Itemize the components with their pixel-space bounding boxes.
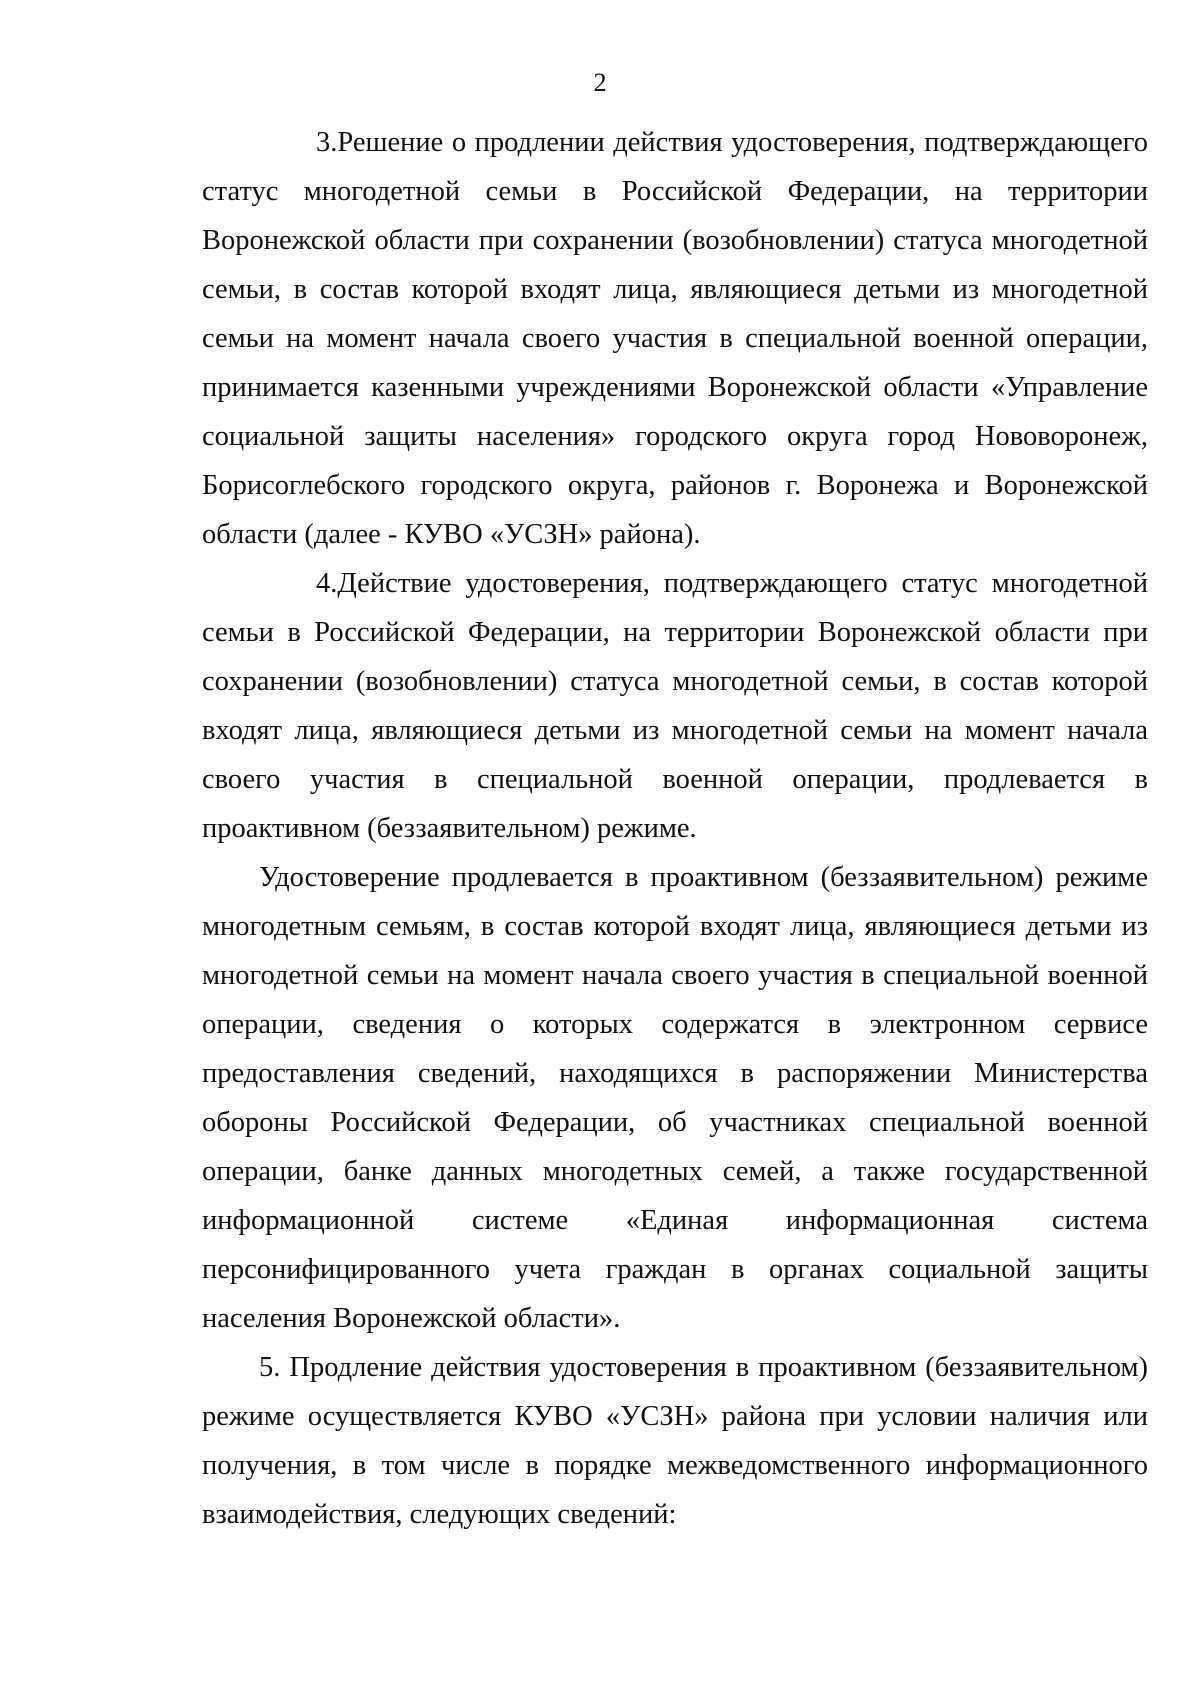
paragraph-text: Продление действия удостоверения в проактивном (беззаявительном) режиме осуществляется КУВО «УСЗН» района при условии наличия или получения, в том числе в порядке межведомственного информационного взаимодействия, следующих сведений:: [202, 1352, 1149, 1530]
paragraph-text: Действие удостоверения, подтверждающего статус многодетной семьи в Российской Федерации, на территории Воронежской области при сохранении (возобновлении) статуса многодетной семьи, в состав которой входят лица, являющиеся детьми из многодетной семьи на момент начала своего участия в специальной военной операции, продлевается в проактивном (беззаявительном) режиме.: [202, 568, 1148, 844]
paragraph-5: [202, 1343, 1148, 1539]
page-number: 2: [593, 68, 607, 97]
paragraph-text: Решение о продлении действия удостоверения, подтверждающего статус многодетной семьи в Российской Федерации, на территории Воронежской области при сохранении (возобновлении) статуса многодетной семьи, в состав которой входят лица, являющиеся детьми из многодетной семьи на момент начала своего участия в специальной военной операции, принимается казенными учреждениями Воронежской области «Управление социальной защиты населения» городского округа город Нововоронеж, Борисоглебского городского округа, районов г. Воронежа и Воронежской области (далее - КУВО «УСЗН» района).: [202, 127, 1148, 550]
paragraph-4-continuation: [202, 853, 1148, 1343]
paragraph-number: 4.: [316, 568, 338, 599]
document-body: [202, 118, 1148, 1539]
paragraph-number: 3.: [316, 127, 338, 158]
paragraph-text: Удостоверение продлевается в проактивном (беззаявительном) режиме многодетным семьям, в состав которой входят лица, являющиеся детьми из многодетной семьи на момент начала своего участия в специальной военной операции, сведения о которых содержатся в электронном сервисе предоставления сведений, находящихся в распоряжении Министерства обороны Российской Федерации, об участниках специальной военной операции, банке данных многодетных семей, а также государственной информационной системе «Единая информационная система персонифицированного учета граждан в органах социальной защиты населения Воронежской области».: [202, 862, 1148, 1334]
paragraph-3: [202, 118, 1148, 559]
paragraph-4: [202, 559, 1148, 853]
paragraph-number: 5.: [259, 1352, 281, 1383]
